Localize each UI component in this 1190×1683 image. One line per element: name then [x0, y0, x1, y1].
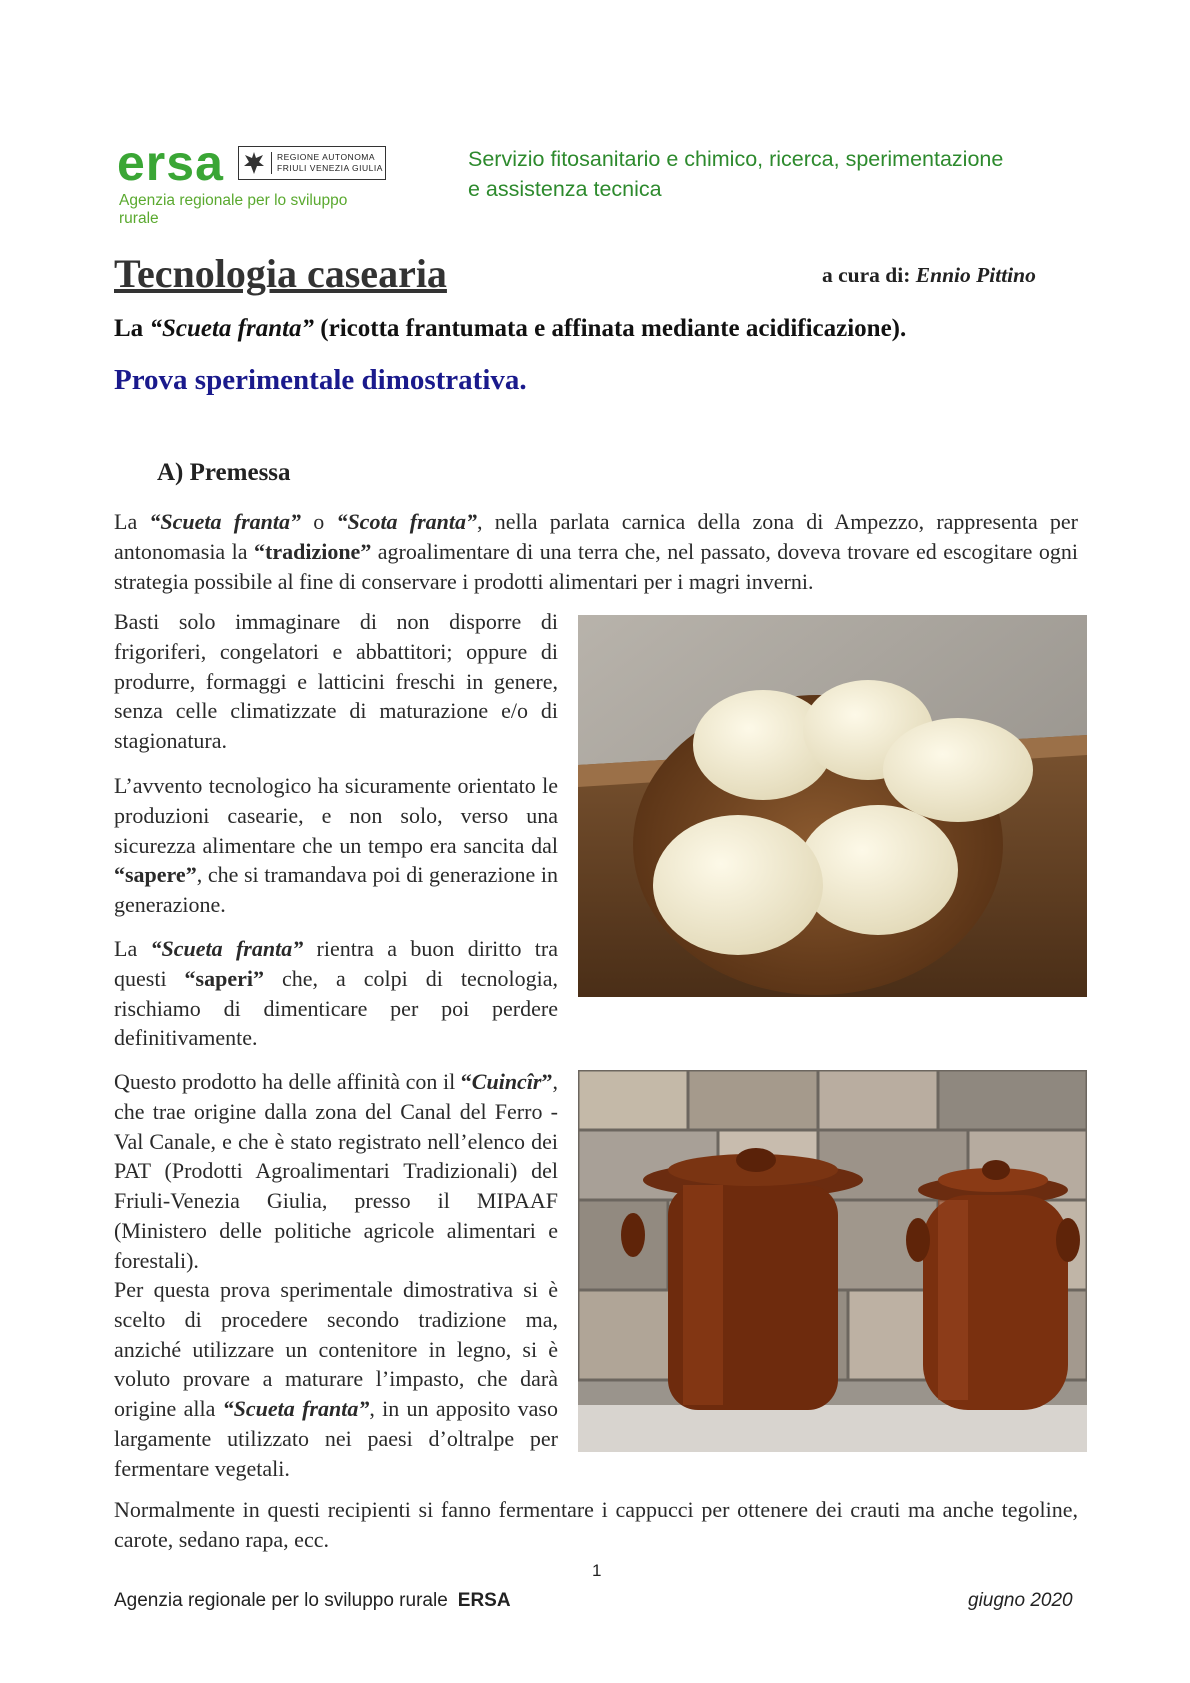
- logo-tagline: Agenzia regionale per lo sviluppo rurale: [119, 192, 348, 227]
- section-heading: A) Premessa: [157, 459, 291, 486]
- ricotta-photo: [578, 615, 1087, 997]
- paragraph: Normalmente in questi recipienti si fanno fermentare i cappucci per ottenere dei crauti ma anche tegoline, carote, sedano rapa, ecc.: [114, 1497, 1078, 1552]
- document-subtitle: La “Scueta franta” (ricotta frantumata e affinata mediante acidificazione).: [114, 315, 907, 342]
- page-title: Tecnologia casearia: [114, 251, 447, 296]
- service-heading: Servizio fitosanitario e chimico, ricerca, sperimentazione e assistenza tecnica: [468, 147, 1004, 201]
- document-subtitle-blue: Prova sperimentale dimostrativa.: [114, 364, 527, 396]
- paragraph: La “Scueta franta” rientra a buon diritto tra questi “saperi” che, a colpi di tecnologia, rischiamo di dimenticare per poi perdere definitivamente.: [114, 936, 558, 1051]
- region-logo-box: [238, 146, 386, 180]
- logo-wordmark: ersa: [117, 135, 224, 191]
- footer-agency: Agenzia regionale per lo sviluppo rurale ERSA: [114, 1590, 511, 1611]
- paragraph: Per questa prova sperimentale dimostrativa si è scelto di procedere secondo tradizione ma, anziché utilizzare un contenitore in legno, si è voluto provare a maturare l’impasto, che darà origine alla “Scueta franta”, in un apposito vaso largamente utilizzato nei paesi d’oltralpe per fermentare vegetali.: [114, 1277, 558, 1481]
- paragraph: La “Scueta franta” o “Scota franta”, nella parlata carnica della zona di Ampezzo, rappresenta per antonomasia la “tradizione” agroalimentare di una terra che, nel passato, doveva trovare ed escogitare ogni strategia possibile al fine di conservare i prodotti alimentari per i magri inverni.: [114, 509, 1079, 594]
- author-credit: a cura di: Ennio Pittino: [822, 263, 1036, 287]
- crocks-photo: [578, 1070, 1087, 1452]
- eagle-emblem-icon: [242, 150, 266, 176]
- paragraph: Basti solo immaginare di non disporre di frigoriferi, congelatori e abbattitori; oppure di produrre, formaggi e latticini freschi in genere, senza celle climatizzate di maturazione e/o di stagionatura.: [114, 609, 558, 754]
- paragraph: L’avvento tecnologico ha sicuramente orientato le produzioni casearie, e non solo, verso una sicurezza alimentare che un tempo era sancita dal “sapere”, che si tramandava poi di generazione in generazione.: [114, 773, 558, 918]
- page-number: 1: [592, 1561, 602, 1580]
- ersa-logo: [117, 135, 387, 227]
- footer-date: giugno 2020: [968, 1590, 1073, 1611]
- region-name: REGIONE AUTONOMA FRIULI VENEZIA GIULIA: [271, 152, 383, 174]
- paragraph: Questo prodotto ha delle affinità con il “Cuincîr”, che trae origine dalla zona del Canal del Ferro - Val Canale, e che è stato registrato nell’elenco dei PAT (Prodotti Agroalimentari Tradizionali) del Friuli-Venezia Giulia, presso il MIPAAF (Ministero delle politiche agricole alimentari e forestali).: [114, 1069, 558, 1273]
